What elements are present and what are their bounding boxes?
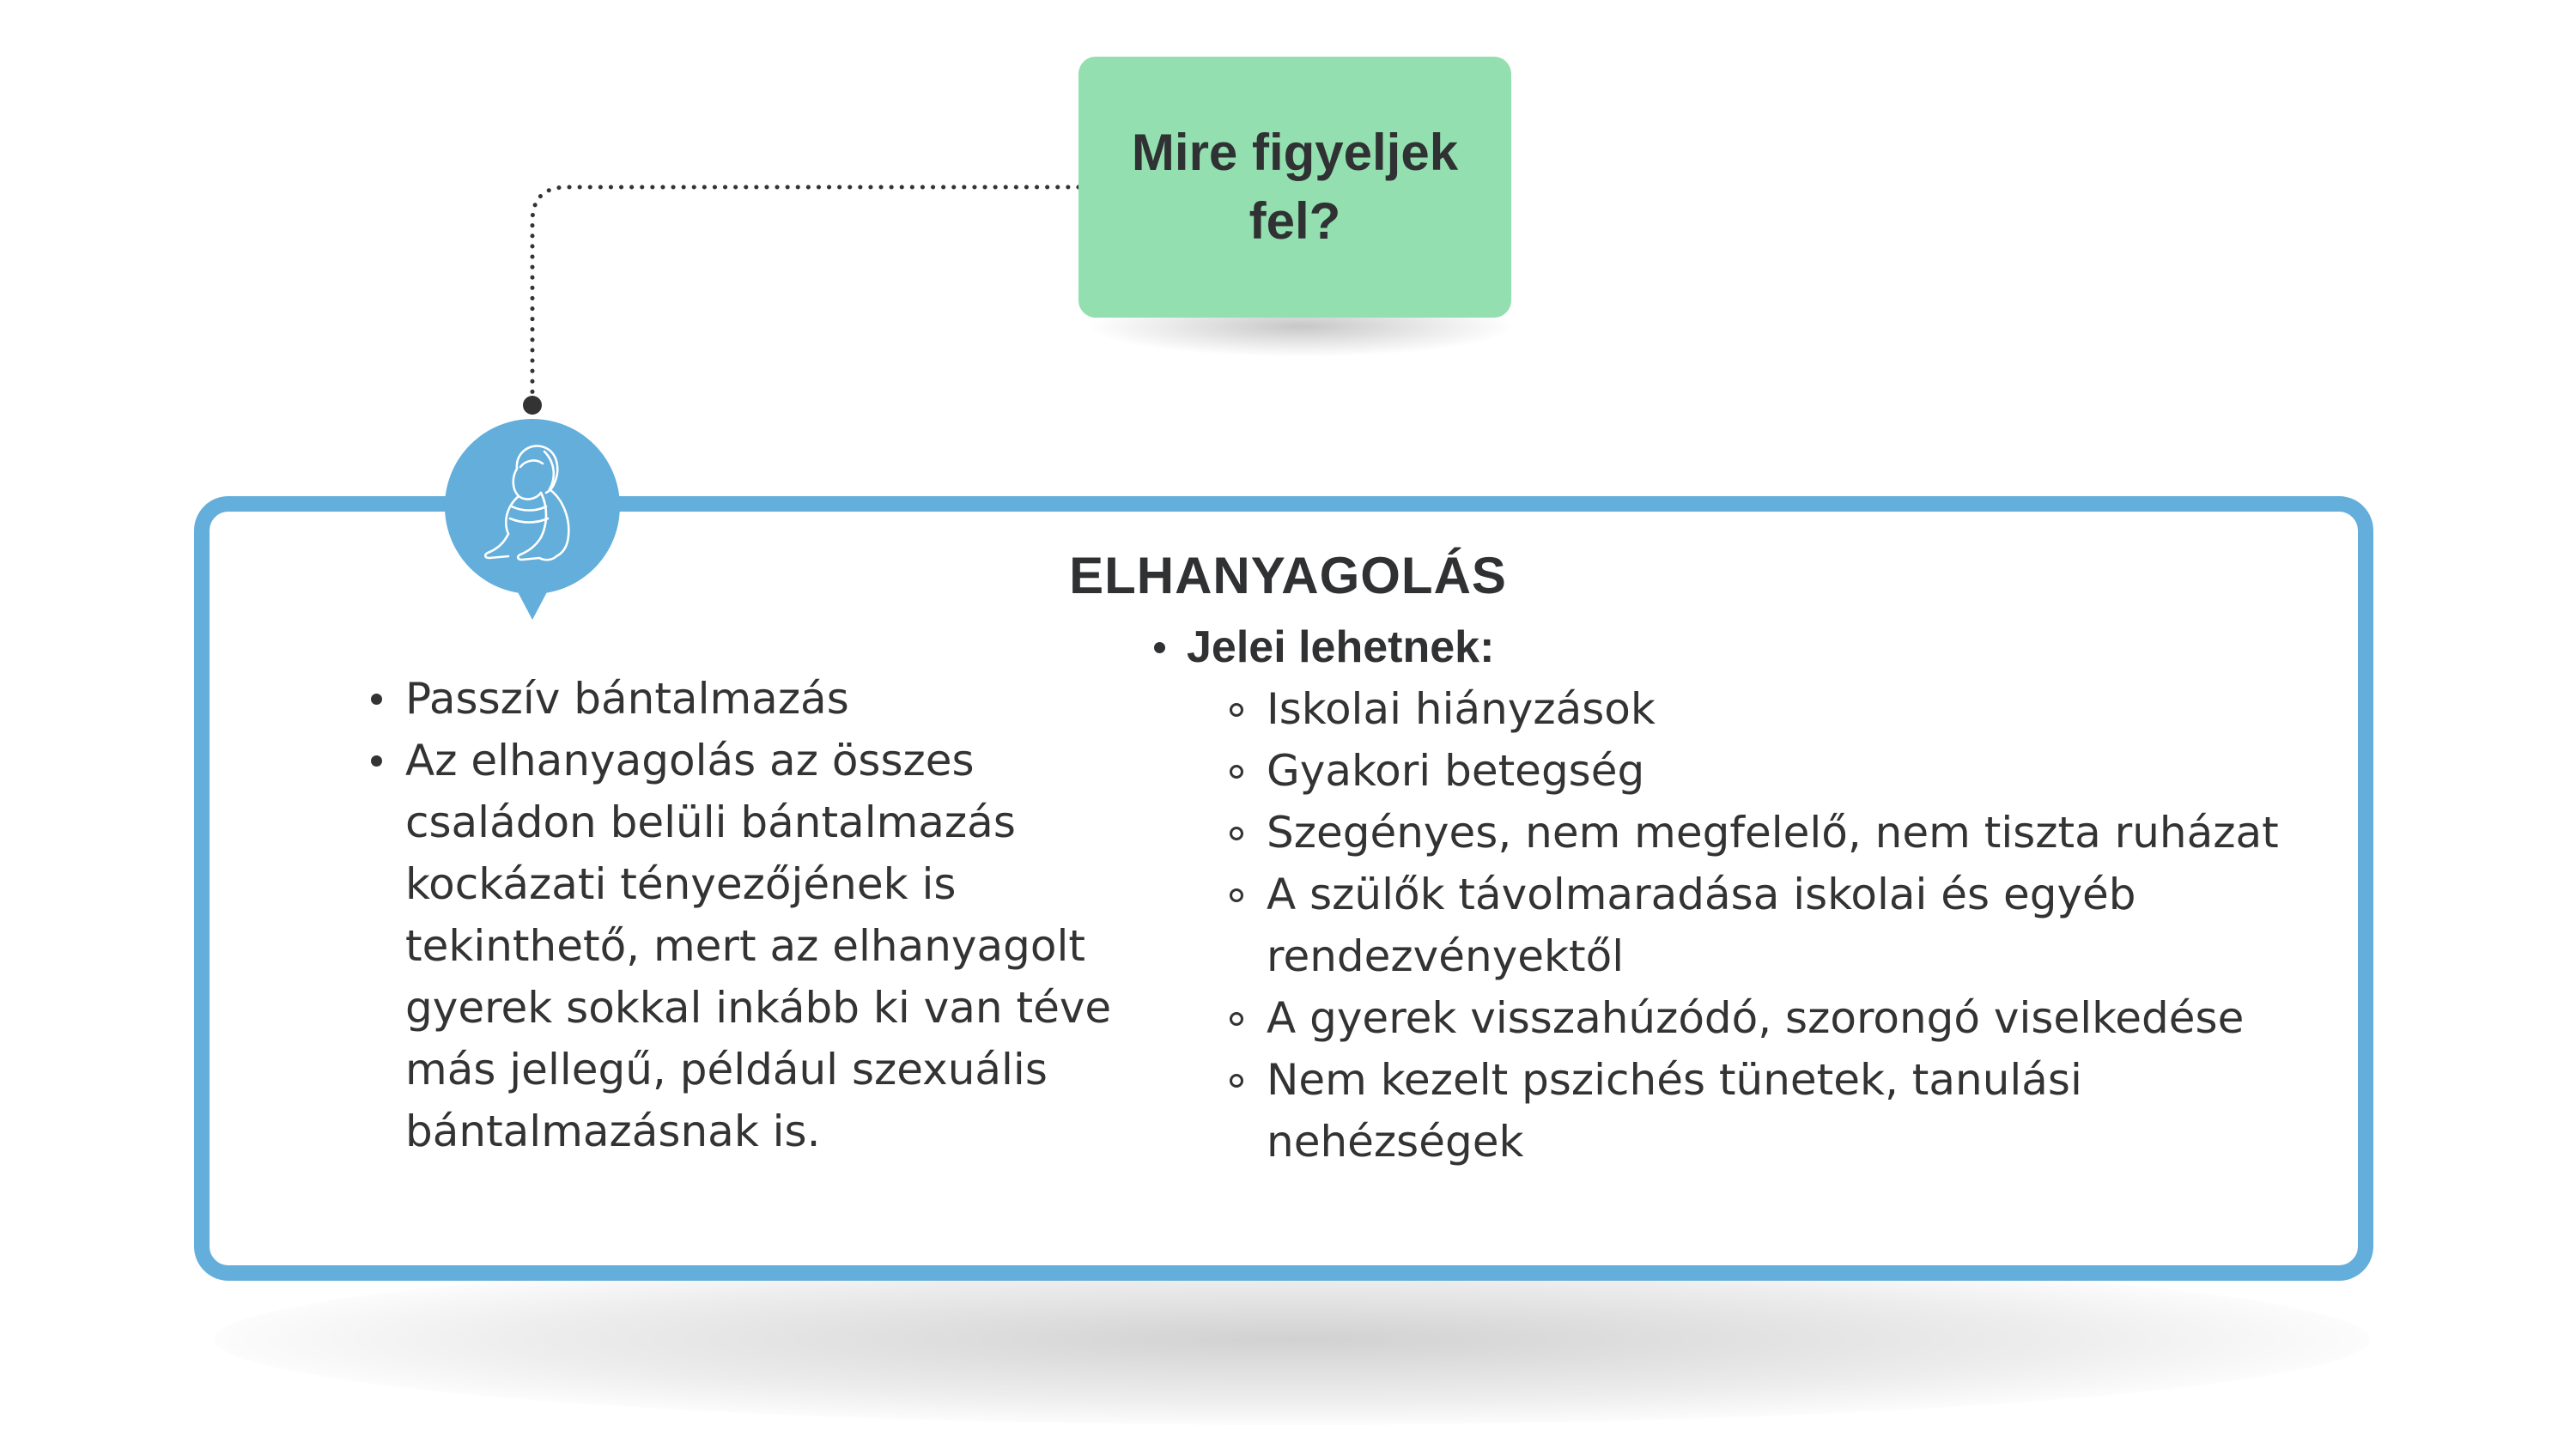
left-list-item: Az elhanyagolás az összes családon belüli bántalmazás kockázati tényezőjének is tekinthető, mert az elhanyagolt gyerek sokkal inkább ki van téve más jellegű, például szexuális bántalmazásnak is.	[405, 730, 1159, 1162]
left-bullet-list	[361, 668, 1159, 1162]
sign-item: Nem kezelt pszichés tünetek, tanulási nehézségek	[1267, 1049, 2353, 1173]
sign-item: A gyerek visszahúzódó, szorongó viselkedése	[1267, 987, 2353, 1049]
sign-item: Szegényes, nem megfelelő, nem tiszta ruházat	[1267, 802, 2353, 864]
sign-item: A szülők távolmaradása iskolai és egyéb rendezvényektől	[1267, 864, 2353, 987]
header-label-box	[1078, 57, 1511, 318]
right-column	[1151, 616, 2353, 1173]
card-title: ELHANYAGOLÁS	[1069, 547, 1507, 604]
connector-dot	[523, 396, 542, 415]
signs-heading: Jelei lehetnek:	[1151, 616, 2353, 678]
left-list-item: Passzív bántalmazás	[405, 668, 1159, 730]
signs-list	[1151, 678, 2353, 1173]
sign-item: Gyakori betegség	[1267, 740, 2353, 802]
header-title: Mire figyeljek fel?	[1131, 124, 1459, 250]
sign-item: Iskolai hiányzások	[1267, 678, 2353, 740]
left-column	[361, 668, 1159, 1162]
